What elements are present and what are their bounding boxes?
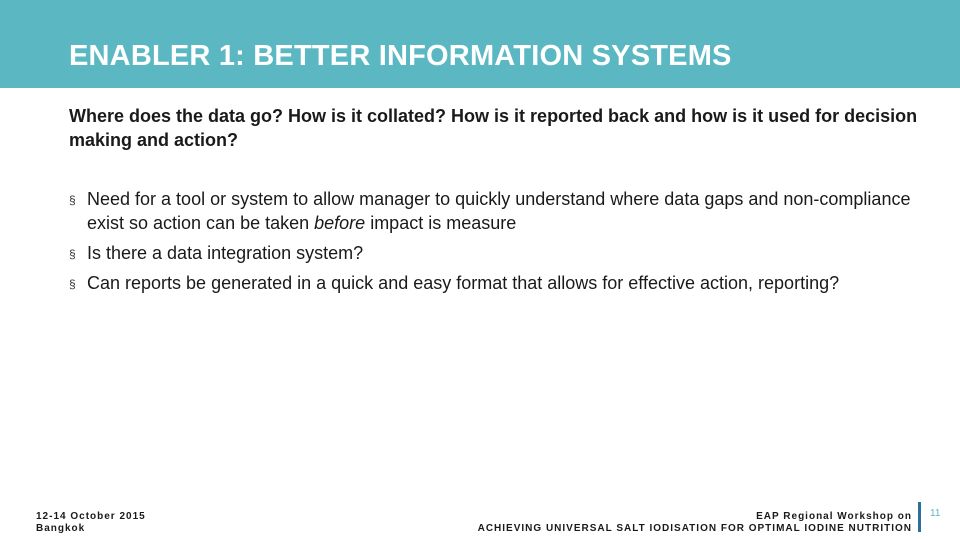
square-bullet-icon: § — [69, 247, 76, 261]
slide-question: Where does the data go? How is it collated? How is it reported back and how is it used for decision making and action? — [69, 106, 918, 150]
footer-location: Bangkok — [36, 523, 86, 534]
bullet-text: Can reports be generated in a quick and easy format that allows for effective action, reporting? — [87, 273, 840, 293]
square-bullet-icon: § — [69, 193, 76, 207]
footer-workshop-name: EAP Regional Workshop on — [756, 511, 912, 522]
bullet-item-reports — [69, 271, 919, 295]
bullet-text-after: impact is measure — [365, 213, 517, 233]
bullet-item-tool — [69, 187, 919, 235]
bullet-text-emphasis: before — [314, 213, 366, 233]
footer-workshop-theme: ACHIEVING UNIVERSAL SALT IODISATION FOR OPTIMAL IODINE NUTRITION — [477, 523, 912, 534]
footer-divider — [918, 502, 921, 532]
footer-date-location — [36, 511, 146, 535]
page-number: 11 — [930, 508, 941, 519]
square-bullet-icon: § — [69, 277, 76, 291]
bullet-text: Is there a data integration system? — [87, 243, 364, 263]
slide-title: ENABLER 1: BETTER INFORMATION SYSTEMS — [69, 40, 732, 72]
footer-date: 12-14 October 2015 — [36, 511, 146, 522]
footer-workshop — [478, 511, 912, 535]
bullet-item-integration — [69, 241, 919, 265]
bullet-text-before: Need for a tool or system to allow manager to quickly understand where data gaps and non-compliance exist so action can be taken — [87, 189, 911, 233]
bullet-list — [69, 187, 919, 301]
